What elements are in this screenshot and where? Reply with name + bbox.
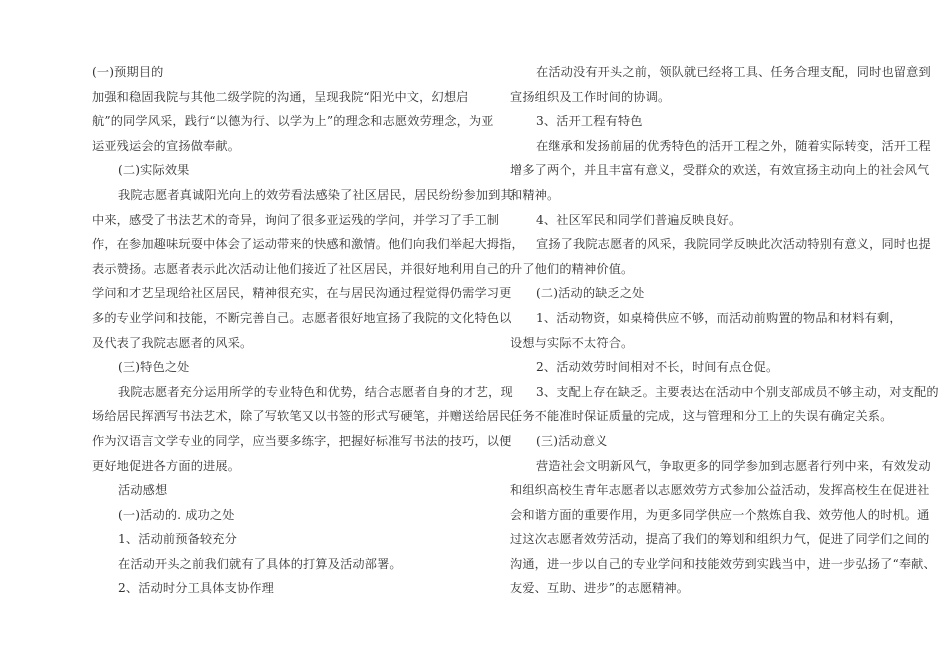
right-column-line: (三)活动意义	[536, 433, 608, 448]
left-column-line: 场给居民挥洒写书法艺术，除了写软笔又以书签的形式写硬笔，并赠送给居民。	[92, 409, 524, 424]
right-column-line: 和组织高校生青年志愿者以志愿效劳方式参加公益活动，发挥高校生在促进社	[510, 483, 930, 498]
left-column-line: 学问和才艺呈现给社区居民，精神很充实，在与居民沟通过程觉得仍需学习更	[92, 286, 512, 301]
left-column-line: 运亚残运会的宣扬做奉献。	[92, 138, 241, 153]
right-column-line: 在活动没有开头之前，领队就已经将工具、任务合理支配，同时也留意到	[536, 65, 931, 79]
right-column-line: 和精神。	[510, 187, 560, 202]
right-column-line: 1、活动物资，如桌椅供应不够，而活动前购置的物品和材料有剩，	[536, 310, 902, 325]
left-column-line: 多的专业学问和技能，不断完善自己。志愿者很好地宣扬了我院的文化特色以	[92, 310, 512, 325]
left-column-line: (一)活动的. 成功之处	[118, 507, 235, 522]
right-column-line: 过这次志愿者效劳活动，提高了我们的筹划和组织力气，促进了同学们之间的	[510, 532, 930, 547]
right-column-line: 增多了两个，并且丰富有意义，受群众的欢送，有效宣扬主动向上的社会风气	[510, 163, 930, 178]
right-column-line: 3、活开工程有特色	[536, 114, 643, 129]
left-column-line: 表示赞扬。志愿者表示此次活动让他们接近了社区居民，并很好地利用自己的	[92, 261, 512, 276]
right-column-line: 宣扬组织及工作时间的协调。	[510, 89, 671, 104]
right-column-line: 4、社区军民和同学们普遍反映良好。	[536, 212, 742, 227]
left-column-line: 我院志愿者充分运用所学的专业特色和优势，结合志愿者自身的才艺，现	[118, 384, 513, 399]
right-column-line: (二)活动的缺乏之处	[536, 286, 645, 301]
right-column-line: 升了他们的精神价值。	[510, 261, 634, 276]
right-column-line: 3、支配上存在缺乏。主要表达在活动中个别支部成员不够主动，对支配的	[536, 384, 939, 399]
left-column-line: 航”的同学风采，践行“以德为行、以学为上”的理念和志愿效劳理念，为亚	[92, 114, 494, 129]
right-column-line: 在继承和发扬前届的优秀特色的活开工程之外，随着实际转变，活开工程	[536, 138, 931, 153]
left-column-line: 及代表了我院志愿者的风采。	[92, 335, 253, 350]
right-column-line: 任务不能准时保证质量的完成，这与管理和分工上的失误有确定关系。	[510, 409, 893, 424]
right-column-line: 沟通，进一步以自己的专业学问和技能效劳到实践当中，进一步弘扬了“奉献、	[510, 556, 936, 571]
left-column-line: 更好地促进各方面的进展。	[92, 458, 241, 473]
right-column-line: 设想与实际不太符合。	[510, 335, 634, 350]
left-column-line: 活动感想	[118, 483, 168, 498]
right-column-line: 友爱、互助、进步”的志愿精神。	[510, 581, 690, 596]
left-column-line: (三)特色之处	[118, 360, 190, 375]
left-column-line: 2、活动时分工具体支协作理	[118, 581, 274, 596]
left-column-line: 我院志愿者真诚阳光向上的效劳看法感染了社区居民，居民纷纷参加到其	[118, 187, 513, 202]
right-column-line: 营造社会文明新风气，争取更多的同学参加到志愿者行列中来，有效发动	[536, 458, 931, 473]
right-text-column	[510, 60, 939, 601]
left-column-line: (二)实际效果	[118, 163, 190, 178]
left-column-line: 在活动开头之前我们就有了具体的打算及活动部署。	[118, 556, 402, 571]
right-column-line: 宣扬了我院志愿者的风采，我院同学反映此次活动特别有意义，同时也提	[536, 237, 931, 252]
left-column-line: 作，在参加趣味玩耍中体会了运动带来的快感和激情。他们向我们举起大拇指，	[92, 237, 524, 252]
left-column-line: 中来，感受了书法艺术的奇异，询问了很多亚运残的学问，并学习了手工制	[92, 212, 500, 227]
left-column-line: 作为汉语言文学专业的同学，应当要多练字，把握好标准写书法的技巧，以便	[92, 433, 512, 448]
left-column-line: 加强和稳固我院与其他二级学院的沟通，呈现我院“阳光中文，幻想启	[92, 89, 469, 104]
left-column-line: 1、活动前预备较充分	[118, 532, 237, 547]
left-text-column	[92, 60, 524, 601]
right-column-line: 2、活动效劳时间相对不长，时间有点仓促。	[536, 360, 779, 375]
left-column-line: (一)预期目的	[92, 65, 164, 79]
right-column-line: 会和谐方面的重要作用，为更多同学供应一个熬炼自我、效劳他人的时机。通	[510, 507, 930, 522]
